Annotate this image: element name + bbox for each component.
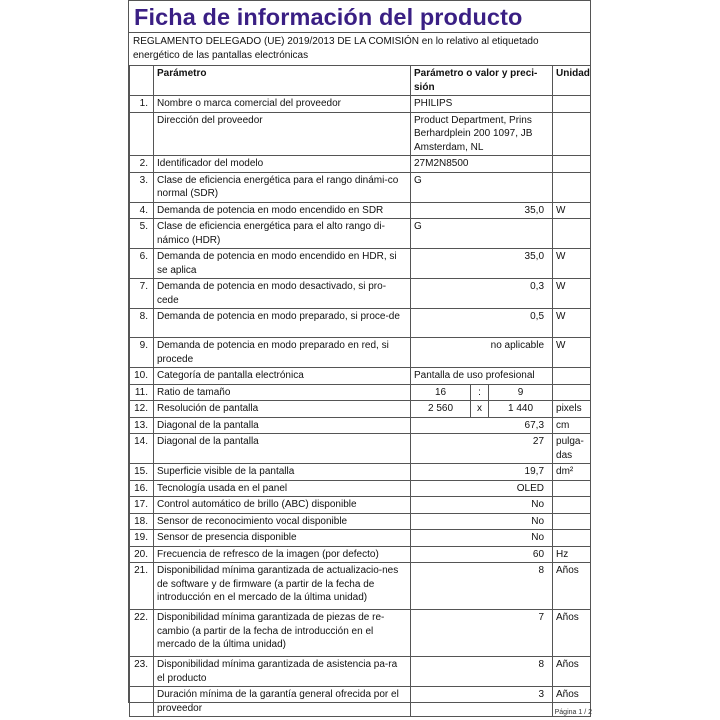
table-row	[130, 530, 591, 547]
row-unit: pixels	[553, 401, 591, 418]
row-value: 19,7	[411, 464, 553, 481]
row-parameter: Demanda de potencia en modo preparado, si proce-de	[154, 309, 411, 338]
table-row	[130, 249, 591, 279]
row-value: 7	[411, 610, 553, 657]
page-title: Ficha de información del producto	[134, 4, 523, 30]
table-row	[130, 219, 591, 249]
row-value: No	[411, 530, 553, 547]
row-number: 22.	[130, 610, 154, 657]
header-num	[130, 66, 154, 96]
table-row	[130, 687, 591, 717]
row-value-second: 9	[489, 384, 553, 401]
table-row	[130, 172, 591, 202]
row-value: 0,3	[411, 279, 553, 309]
table-row	[130, 384, 591, 401]
table-row	[130, 480, 591, 497]
row-unit: Años	[553, 687, 591, 717]
row-parameter: Dirección del proveedor	[154, 112, 411, 156]
row-unit	[553, 513, 591, 530]
row-parameter: Demanda de potencia en modo preparado en red, si procede	[154, 338, 411, 368]
table-row	[130, 610, 591, 657]
row-parameter: Sensor de presencia disponible	[154, 530, 411, 547]
row-parameter: Nombre o marca comercial del proveedor	[154, 96, 411, 113]
row-unit: W	[553, 309, 591, 338]
row-number: 10.	[130, 368, 154, 385]
row-number: 13.	[130, 417, 154, 434]
row-number: 16.	[130, 480, 154, 497]
row-value: G	[411, 172, 553, 202]
header-unit: Unidad	[553, 66, 591, 96]
row-number: 17.	[130, 497, 154, 514]
table-row	[130, 417, 591, 434]
row-parameter: Demanda de potencia en modo encendido en SDR	[154, 202, 411, 219]
product-table	[129, 65, 591, 717]
row-number	[130, 687, 154, 717]
row-parameter: Disponibilidad mínima garantizada de asistencia pa-ra el producto	[154, 657, 411, 687]
row-number: 12.	[130, 401, 154, 418]
row-unit	[553, 530, 591, 547]
header-parameter: Parámetro	[154, 66, 411, 96]
table-row	[130, 563, 591, 610]
row-value: No	[411, 497, 553, 514]
row-parameter: Disponibilidad mínima garantizada de piezas de re-cambio (a partir de la fecha de introducción en el mercado de la última unidad)	[154, 610, 411, 657]
row-value-first: 16	[411, 384, 471, 401]
row-value: 67,3	[411, 417, 553, 434]
row-value: 35,0	[411, 249, 553, 279]
table-row	[130, 368, 591, 385]
table-row	[130, 96, 591, 113]
row-number: 2.	[130, 156, 154, 173]
page-number: Página 1 / 2	[554, 709, 592, 716]
row-unit: Años	[553, 563, 591, 610]
row-parameter: Demanda de potencia en modo encendido en HDR, si se aplica	[154, 249, 411, 279]
header-value: Parámetro o valor y preci-sión	[411, 66, 553, 96]
row-value: No	[411, 513, 553, 530]
table-row	[130, 156, 591, 173]
row-number: 11.	[130, 384, 154, 401]
row-unit: W	[553, 249, 591, 279]
table-row	[130, 279, 591, 309]
row-number: 1.	[130, 96, 154, 113]
row-unit: cm	[553, 417, 591, 434]
table-row	[130, 112, 591, 156]
row-value: Pantalla de uso profesional	[411, 368, 553, 385]
row-number: 23.	[130, 657, 154, 687]
table-row	[130, 497, 591, 514]
row-parameter: Superficie visible de la pantalla	[154, 464, 411, 481]
table-row	[130, 338, 591, 368]
row-parameter: Ratio de tamaño	[154, 384, 411, 401]
row-value: 8	[411, 563, 553, 610]
row-unit	[553, 96, 591, 113]
row-unit	[553, 172, 591, 202]
row-parameter: Control automático de brillo (ABC) disponible	[154, 497, 411, 514]
row-number	[130, 112, 154, 156]
row-value-separator: x	[471, 401, 489, 418]
row-value: 27M2N8500	[411, 156, 553, 173]
row-unit: Años	[553, 657, 591, 687]
row-value: Product Department, Prins Berhardplein 200 1097, JB Amsterdam, NL	[411, 112, 553, 156]
row-value: 3	[411, 687, 553, 717]
row-unit	[553, 219, 591, 249]
row-value-second: 1 440	[489, 401, 553, 418]
row-number: 15.	[130, 464, 154, 481]
row-number: 7.	[130, 279, 154, 309]
row-unit: Hz	[553, 546, 591, 563]
table-row	[130, 657, 591, 687]
row-value: PHILIPS	[411, 96, 553, 113]
row-parameter: Disponibilidad mínima garantizada de actualizacio-nes de software y de firmware (a partir de la fecha de introducción en el mercado de la última unidad)	[154, 563, 411, 610]
row-parameter: Frecuencia de refresco de la imagen (por defecto)	[154, 546, 411, 563]
row-value: no aplicable	[411, 338, 553, 368]
row-value: OLED	[411, 480, 553, 497]
row-parameter: Identificador del modelo	[154, 156, 411, 173]
row-value-first: 2 560	[411, 401, 471, 418]
table-row	[130, 546, 591, 563]
row-parameter: Sensor de reconocimiento vocal disponible	[154, 513, 411, 530]
row-number: 9.	[130, 338, 154, 368]
row-value: G	[411, 219, 553, 249]
row-unit: W	[553, 202, 591, 219]
row-unit: W	[553, 279, 591, 309]
row-unit	[553, 497, 591, 514]
row-number: 5.	[130, 219, 154, 249]
row-unit	[553, 368, 591, 385]
row-unit	[553, 480, 591, 497]
row-number: 14.	[130, 434, 154, 464]
row-parameter: Clase de eficiencia energética para el rango dinámi-co normal (SDR)	[154, 172, 411, 202]
table-row	[130, 309, 591, 338]
row-parameter: Diagonal de la pantalla	[154, 417, 411, 434]
row-parameter: Duración mínima de la garantía general ofrecida por el proveedor	[154, 687, 411, 717]
row-parameter: Resolución de pantalla	[154, 401, 411, 418]
row-parameter: Demanda de potencia en modo desactivado, si pro-cede	[154, 279, 411, 309]
row-unit: pulga-das	[553, 434, 591, 464]
row-number: 21.	[130, 563, 154, 610]
table-row	[130, 513, 591, 530]
row-number: 4.	[130, 202, 154, 219]
row-value: 35,0	[411, 202, 553, 219]
row-value: 27	[411, 434, 553, 464]
table-row	[130, 434, 591, 464]
table-header-row	[130, 66, 591, 96]
row-number: 18.	[130, 513, 154, 530]
row-number: 3.	[130, 172, 154, 202]
row-unit: dm²	[553, 464, 591, 481]
row-unit	[553, 384, 591, 401]
row-number: 20.	[130, 546, 154, 563]
row-unit: Años	[553, 610, 591, 657]
row-value: 0,5	[411, 309, 553, 338]
table-row	[130, 401, 591, 418]
row-parameter: Categoría de pantalla electrónica	[154, 368, 411, 385]
row-value: 8	[411, 657, 553, 687]
regulation-intro: REGLAMENTO DELEGADO (UE) 2019/2013 DE LA COMISIÓN en lo relativo al etiquetado energético de las pantallas electrónicas	[129, 32, 590, 65]
row-unit	[553, 112, 591, 156]
row-unit: W	[553, 338, 591, 368]
table-row	[130, 464, 591, 481]
row-unit	[553, 156, 591, 173]
row-number: 19.	[130, 530, 154, 547]
row-parameter: Tecnología usada en el panel	[154, 480, 411, 497]
table-row	[130, 202, 591, 219]
row-parameter: Clase de eficiencia energética para el alto rango di-námico (HDR)	[154, 219, 411, 249]
row-number: 8.	[130, 309, 154, 338]
row-value: 60	[411, 546, 553, 563]
row-number: 6.	[130, 249, 154, 279]
row-parameter: Diagonal de la pantalla	[154, 434, 411, 464]
row-value-separator: :	[471, 384, 489, 401]
